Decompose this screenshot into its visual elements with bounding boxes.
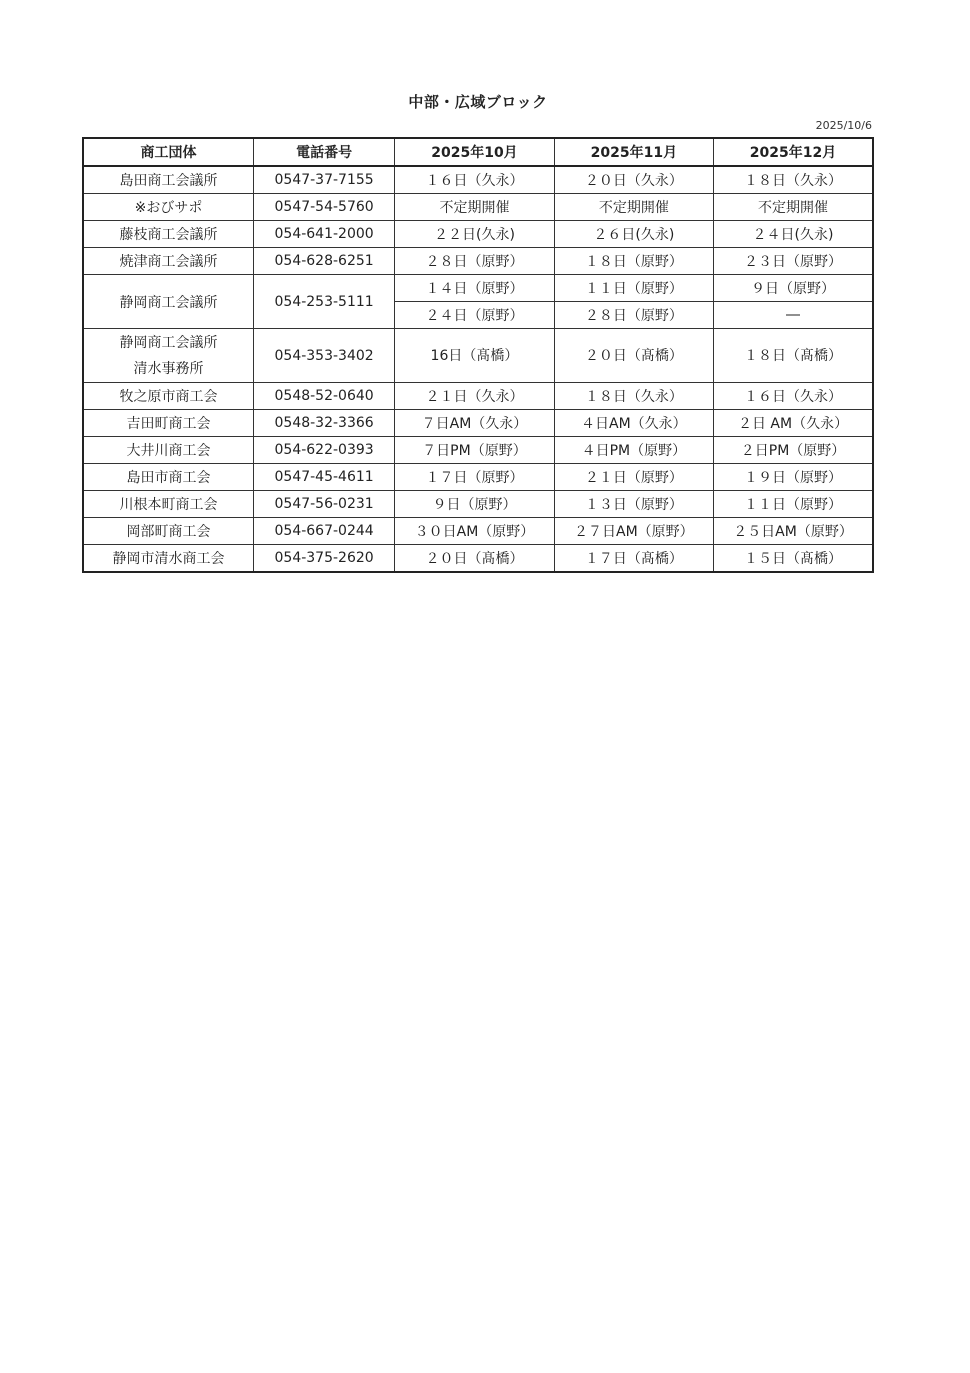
oct-cell: ２１日（久永） xyxy=(395,383,554,410)
oct-cell: １７日（原野） xyxy=(395,464,554,491)
header-oct: 2025年10月 xyxy=(395,138,554,166)
nov-cell: １８日（久永） xyxy=(554,383,713,410)
oct-cell: １４日（原野） xyxy=(395,275,554,302)
nov-cell: 不定期開催 xyxy=(554,194,713,221)
org-line-1: 静岡商工会議所 xyxy=(119,334,218,351)
table-row xyxy=(83,410,873,437)
dec-cell: １５日（髙橋） xyxy=(714,545,873,573)
nov-cell: ４日PM（原野） xyxy=(554,437,713,464)
header-nov: 2025年11月 xyxy=(554,138,713,166)
dec-cell: ２３日（原野） xyxy=(714,248,873,275)
table-header-row xyxy=(83,138,873,166)
schedule-table xyxy=(82,137,874,573)
table-row xyxy=(83,248,873,275)
phone-cell: 054-353-3402 xyxy=(253,329,394,383)
table-row xyxy=(83,194,873,221)
dec-cell: 不定期開催 xyxy=(714,194,873,221)
nov-cell: １７日（髙橋） xyxy=(554,545,713,573)
nov-cell: ２０日（髙橋） xyxy=(554,329,713,383)
header-org: 商工団体 xyxy=(83,138,253,166)
header-phone: 電話番号 xyxy=(253,138,394,166)
table-row xyxy=(83,166,873,194)
phone-cell: 054-667-0244 xyxy=(253,518,394,545)
oct-cell: ２４日（原野） xyxy=(395,302,554,329)
dec-cell: １６日（久永） xyxy=(714,383,873,410)
nov-cell: ２８日（原野） xyxy=(554,302,713,329)
oct-cell: ７日PM（原野） xyxy=(395,437,554,464)
oct-cell: ２８日（原野） xyxy=(395,248,554,275)
org-cell: 焼津商工会議所 xyxy=(83,248,253,275)
phone-cell: 0547-56-0231 xyxy=(253,491,394,518)
table-row xyxy=(83,275,873,302)
page-title: 中部・広域ブロック xyxy=(408,93,548,111)
nov-cell: ２１日（原野） xyxy=(554,464,713,491)
table-row xyxy=(83,545,873,573)
dec-cell: １８日（久永） xyxy=(714,166,873,194)
phone-cell: 054-253-5111 xyxy=(253,275,394,329)
table-row xyxy=(83,518,873,545)
org-cell: 吉田町商工会 xyxy=(83,410,253,437)
dec-cell: ２４日(久永) xyxy=(714,221,873,248)
table-row xyxy=(83,383,873,410)
org-cell: 牧之原市商工会 xyxy=(83,383,253,410)
dec-cell: ２５日AM（原野） xyxy=(714,518,873,545)
table-row xyxy=(83,437,873,464)
dec-cell: ― xyxy=(714,302,873,329)
phone-cell: 0547-54-5760 xyxy=(253,194,394,221)
table-row xyxy=(83,329,873,383)
phone-cell: 054-641-2000 xyxy=(253,221,394,248)
phone-cell: 0548-32-3366 xyxy=(253,410,394,437)
org-cell: 島田商工会議所 xyxy=(83,166,253,194)
nov-cell: １１日（原野） xyxy=(554,275,713,302)
header-dec: 2025年12月 xyxy=(714,138,873,166)
org-cell: 川根本町商工会 xyxy=(83,491,253,518)
table-row xyxy=(83,221,873,248)
phone-cell: 054-375-2620 xyxy=(253,545,394,573)
org-cell: ※おびサポ xyxy=(83,194,253,221)
org-cell: 島田市商工会 xyxy=(83,464,253,491)
nov-cell: １８日（原野） xyxy=(554,248,713,275)
org-cell: 静岡商工会議所 xyxy=(83,275,253,329)
nov-cell: ２７日AM（原野） xyxy=(554,518,713,545)
org-cell: 大井川商工会 xyxy=(83,437,253,464)
org-cell: 静岡市清水商工会 xyxy=(83,545,253,573)
oct-cell: １６日（久永） xyxy=(395,166,554,194)
oct-cell: 16日（髙橋） xyxy=(395,329,554,383)
org-cell xyxy=(83,329,253,383)
table-row xyxy=(83,491,873,518)
nov-cell: ４日AM（久永） xyxy=(554,410,713,437)
org-line-2: 清水事務所 xyxy=(133,360,204,377)
dec-cell: １８日（髙橋） xyxy=(714,329,873,383)
phone-cell: 054-628-6251 xyxy=(253,248,394,275)
dec-cell: ２日PM（原野） xyxy=(714,437,873,464)
oct-cell: 不定期開催 xyxy=(395,194,554,221)
phone-cell: 0547-37-7155 xyxy=(253,166,394,194)
oct-cell: ９日（原野） xyxy=(395,491,554,518)
dec-cell: ９日（原野） xyxy=(714,275,873,302)
document-date: 2025/10/6 xyxy=(815,119,872,132)
phone-cell: 0547-45-4611 xyxy=(253,464,394,491)
dec-cell: １９日（原野） xyxy=(714,464,873,491)
phone-cell: 0548-52-0640 xyxy=(253,383,394,410)
phone-cell: 054-622-0393 xyxy=(253,437,394,464)
nov-cell: １３日（原野） xyxy=(554,491,713,518)
oct-cell: ７日AM（久永） xyxy=(395,410,554,437)
nov-cell: ２６日(久永) xyxy=(554,221,713,248)
oct-cell: ２０日（髙橋） xyxy=(395,545,554,573)
oct-cell: ３０日AM（原野） xyxy=(395,518,554,545)
nov-cell: ２０日（久永） xyxy=(554,166,713,194)
oct-cell: ２２日(久永) xyxy=(395,221,554,248)
table-row xyxy=(83,464,873,491)
org-cell: 岡部町商工会 xyxy=(83,518,253,545)
dec-cell: ２日 AM（久永） xyxy=(714,410,873,437)
dec-cell: １１日（原野） xyxy=(714,491,873,518)
org-cell: 藤枝商工会議所 xyxy=(83,221,253,248)
